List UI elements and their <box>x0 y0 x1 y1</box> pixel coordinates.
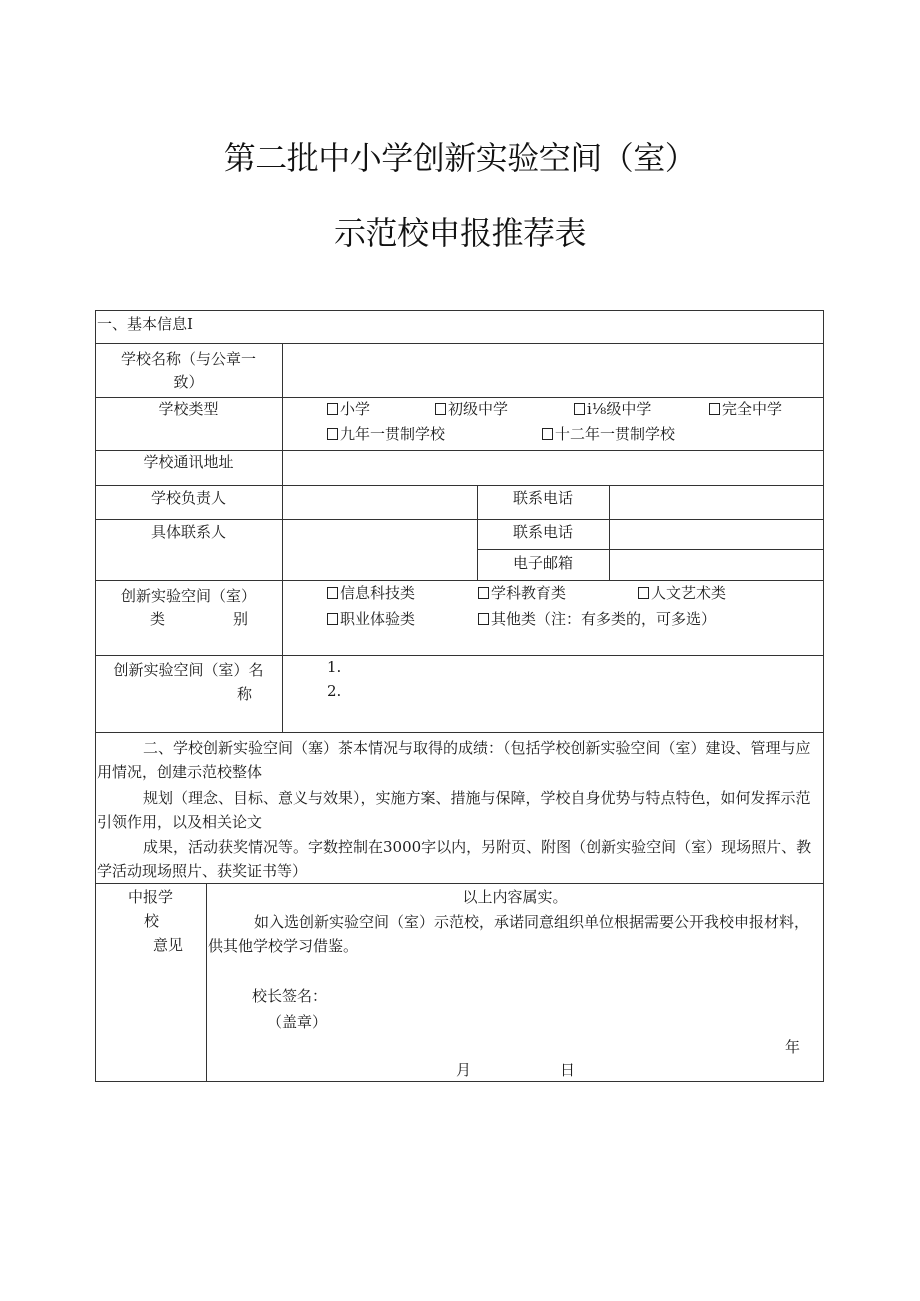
contact-email-field[interactable] <box>614 553 819 577</box>
option-junior-middle[interactable]: 初级中学 <box>435 398 508 421</box>
principal-signature-label: 校长签名： <box>252 987 328 1005</box>
space-category-label: 创新实验空间（室） <box>120 587 256 605</box>
contact-field[interactable] <box>288 524 472 574</box>
space-name-item-1[interactable]: 1. <box>327 658 342 676</box>
section2-paragraph-1: 二、学校创新实验空间（塞）茶本情况与取得的成绩：（包括学校创新实验空间（室）建设、管理与应用情况，创建示范校整体 <box>97 739 811 781</box>
checkbox-icon <box>435 403 446 415</box>
principal-label: 学校负责人 <box>150 489 226 507</box>
principal-phone-field[interactable] <box>614 490 819 514</box>
option-info-tech[interactable]: 信息科技类 <box>327 582 415 605</box>
section1-header: 一、基本信息I <box>97 315 193 333</box>
option-subject-education[interactable]: 学科教育类 <box>478 582 566 605</box>
principal-field[interactable] <box>288 490 472 514</box>
row-divider <box>95 343 824 344</box>
row-divider <box>95 732 824 733</box>
checkbox-icon <box>709 403 720 415</box>
checkbox-icon <box>574 403 585 415</box>
opinion-label-cont2: 意见 <box>152 936 183 954</box>
space-category-label-a: 类 <box>150 610 166 628</box>
date-day-label: 日 <box>560 1061 576 1079</box>
form-title-line2: 示范校申报推荐表 <box>333 214 586 252</box>
checkbox-icon <box>542 428 553 440</box>
school-name-label: 学校名称（与公章一 <box>120 350 256 368</box>
seal-label: （盖章） <box>267 1013 328 1031</box>
date-month-label: 月 <box>456 1061 472 1079</box>
checkbox-icon <box>327 587 338 599</box>
opinion-confirmation: 以上内容属实。 <box>462 888 568 906</box>
col-divider <box>282 343 283 732</box>
checkbox-icon <box>478 613 489 625</box>
principal-phone-label: 联系电话 <box>512 489 573 507</box>
opinion-label: 中报学 <box>127 888 173 906</box>
option-senior-middle[interactable]: i⅛级中学 <box>574 398 651 421</box>
option-other[interactable]: 其他类（注：有多类的，可多选） <box>478 608 716 631</box>
checkbox-icon <box>478 587 489 599</box>
row-divider <box>95 883 824 884</box>
option-complete-middle[interactable]: 完全中学 <box>709 398 782 421</box>
option-primary[interactable]: 小学 <box>327 398 370 421</box>
checkbox-icon <box>638 587 649 599</box>
row-divider <box>95 485 824 486</box>
row-divider <box>95 580 824 581</box>
opinion-label-cont: 校 <box>144 912 160 930</box>
space-name-item-2[interactable]: 2. <box>327 682 342 700</box>
address-label: 学校通讯地址 <box>143 453 234 471</box>
school-type-label: 学校类型 <box>158 400 219 418</box>
row-divider <box>95 655 824 656</box>
checkbox-icon <box>327 403 338 415</box>
option-humanities-arts[interactable]: 人文艺术类 <box>638 582 726 605</box>
contact-email-label: 电子邮箱 <box>512 554 573 572</box>
checkbox-icon <box>327 613 338 625</box>
form-title-line1: 第二批中小学创新实验空间（室） <box>223 139 697 177</box>
option-nine-year[interactable]: 九年一贯制学校 <box>327 423 445 446</box>
space-category-label-b: 别 <box>233 610 249 628</box>
space-name-label: 创新实验空间（室）名 <box>113 661 264 679</box>
contact-phone-field[interactable] <box>614 523 819 547</box>
date-year-label: 年 <box>785 1038 801 1056</box>
contact-label: 具体联系人 <box>150 523 226 541</box>
contact-phone-label: 联系电话 <box>512 523 573 541</box>
opinion-pledge: 如入选创新实验空间（室）示范校，承诺同意组织单位根据需要公开我校申报材料，供其他学校学习借鉴。 <box>208 913 810 955</box>
section2-paragraph-2: 规划（理念、目标、意义与效果），实施方案、措施与保障，学校自身优势与特点特色，如何发挥示范引领作用，以及相关论文 <box>97 789 811 831</box>
school-name-label-cont: 致） <box>173 373 204 391</box>
space-name-label-cont: 称 <box>237 685 253 703</box>
option-twelve-year[interactable]: 十二年一贯制学校 <box>542 423 675 446</box>
checkbox-icon <box>327 428 338 440</box>
application-form-table <box>95 310 824 1082</box>
option-career-experience[interactable]: 职业体验类 <box>327 608 415 631</box>
col-divider <box>206 883 207 1082</box>
col-divider <box>609 485 610 580</box>
section2-paragraph-3: 成果，活动获奖情况等。字数控制在3000字以内，另附页、附图（创新实验空间（室）现场照片、教学活动现场照片、获奖证书等） <box>97 838 812 880</box>
row-divider <box>477 549 824 550</box>
row-divider <box>95 519 824 520</box>
